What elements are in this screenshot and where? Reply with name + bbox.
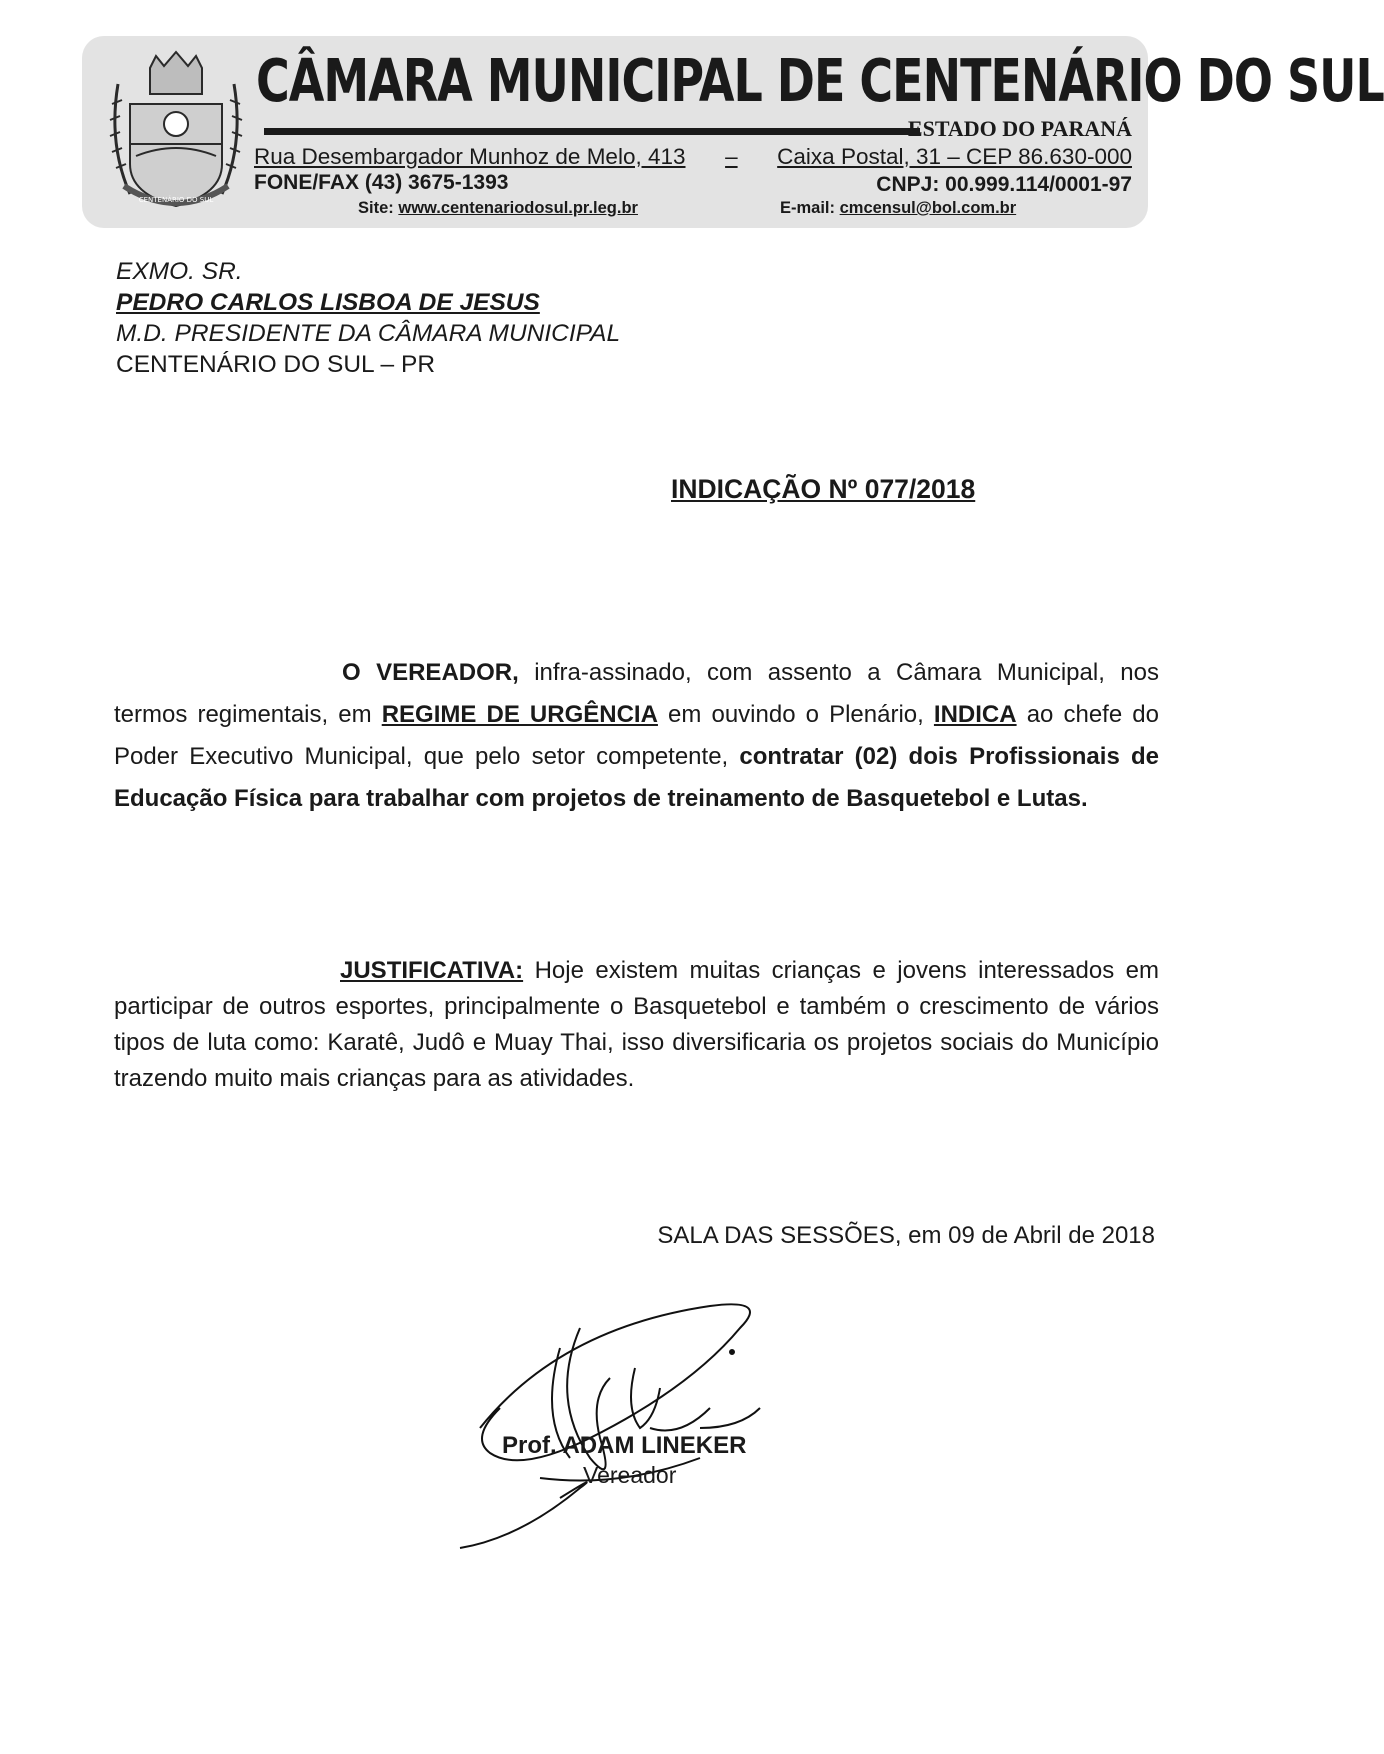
salutation: EXMO. SR. (116, 258, 243, 285)
vereador-lead: O VEREADOR, (342, 659, 519, 686)
handwritten-signature (440, 1288, 860, 1568)
p1-text-c: ao chefe do Poder Executivo Municipal, que pelo setor competente, (114, 701, 1159, 770)
email-line (780, 199, 1016, 218)
addressee-place: CENTENÁRIO DO SUL – PR (116, 351, 436, 378)
p1-text-b: em ouvindo o Plenário, (657, 701, 934, 728)
signer-name: Prof. ADAM LINEKER (502, 1432, 747, 1459)
session-date: SALA DAS SESSÕES, em 09 de Abril de 2018 (657, 1222, 1155, 1249)
addressee-name: PEDRO CARLOS LISBOA DE JESUS (116, 289, 540, 316)
address-separator: – (725, 144, 738, 169)
crest-banner-text: CENTENÁRIO DO SUL (138, 196, 214, 204)
letterhead (82, 36, 1384, 228)
phone-fax: FONE/FAX (43) 3675-1393 (254, 171, 509, 194)
document-title: INDICAÇÃO Nº 077/2018 (671, 474, 976, 504)
justification-text: Hoje existem muitas crianças e jovens interessados em participar de outros esportes, principalmente o Basquetebol e também o crescimento de vários tipos de luta como: Karatê, Judô e Muay Thai, isso diversificaria os projetos sociais do Município trazendo muito mais crianças para as atividades. (114, 957, 1159, 1092)
chamber-title: CÂMARA MUNICIPAL DE CENTENÁRIO DO SUL (256, 46, 1384, 116)
indication-paragraph (114, 652, 1159, 820)
signer-role: Vereador (583, 1462, 677, 1488)
email-link[interactable]: cmcensul@bol.com.br (839, 199, 1017, 217)
urgency-regime: REGIME DE URGÊNCIA (381, 701, 658, 728)
email-label: E-mail: (780, 199, 836, 217)
title-rule (264, 128, 920, 135)
site-label: Site: (358, 199, 394, 217)
cnpj: CNPJ: 00.999.114/0001-97 (876, 173, 1132, 196)
address-line (254, 144, 1132, 170)
justification-lead: JUSTIFICATIVA: (340, 957, 524, 984)
justification-paragraph (114, 953, 1159, 1097)
indica-keyword: INDICA (933, 701, 1017, 728)
website-line (358, 199, 638, 218)
street-address: Rua Desembargador Munhoz de Melo, 413 (254, 144, 686, 169)
p1-text-a: infra-assinado, com assento a Câmara Municipal, nos termos regimentais, em (114, 659, 1159, 728)
postal-box-cep: Caixa Postal, 31 – CEP 86.630-000 (777, 144, 1132, 169)
addressee-role: M.D. PRESIDENTE DA CÂMARA MUNICIPAL (116, 320, 621, 347)
website-link[interactable]: www.centenariodosul.pr.leg.br (398, 199, 638, 217)
addressee-block (116, 256, 620, 380)
state-name: ESTADO DO PARANÁ (907, 116, 1132, 141)
request-text: contratar (02) dois Profissionais de Educação Física para trabalhar com projetos de treinamento de Basquetebol e Lutas. (114, 743, 1160, 812)
municipal-coat-of-arms (90, 44, 262, 224)
